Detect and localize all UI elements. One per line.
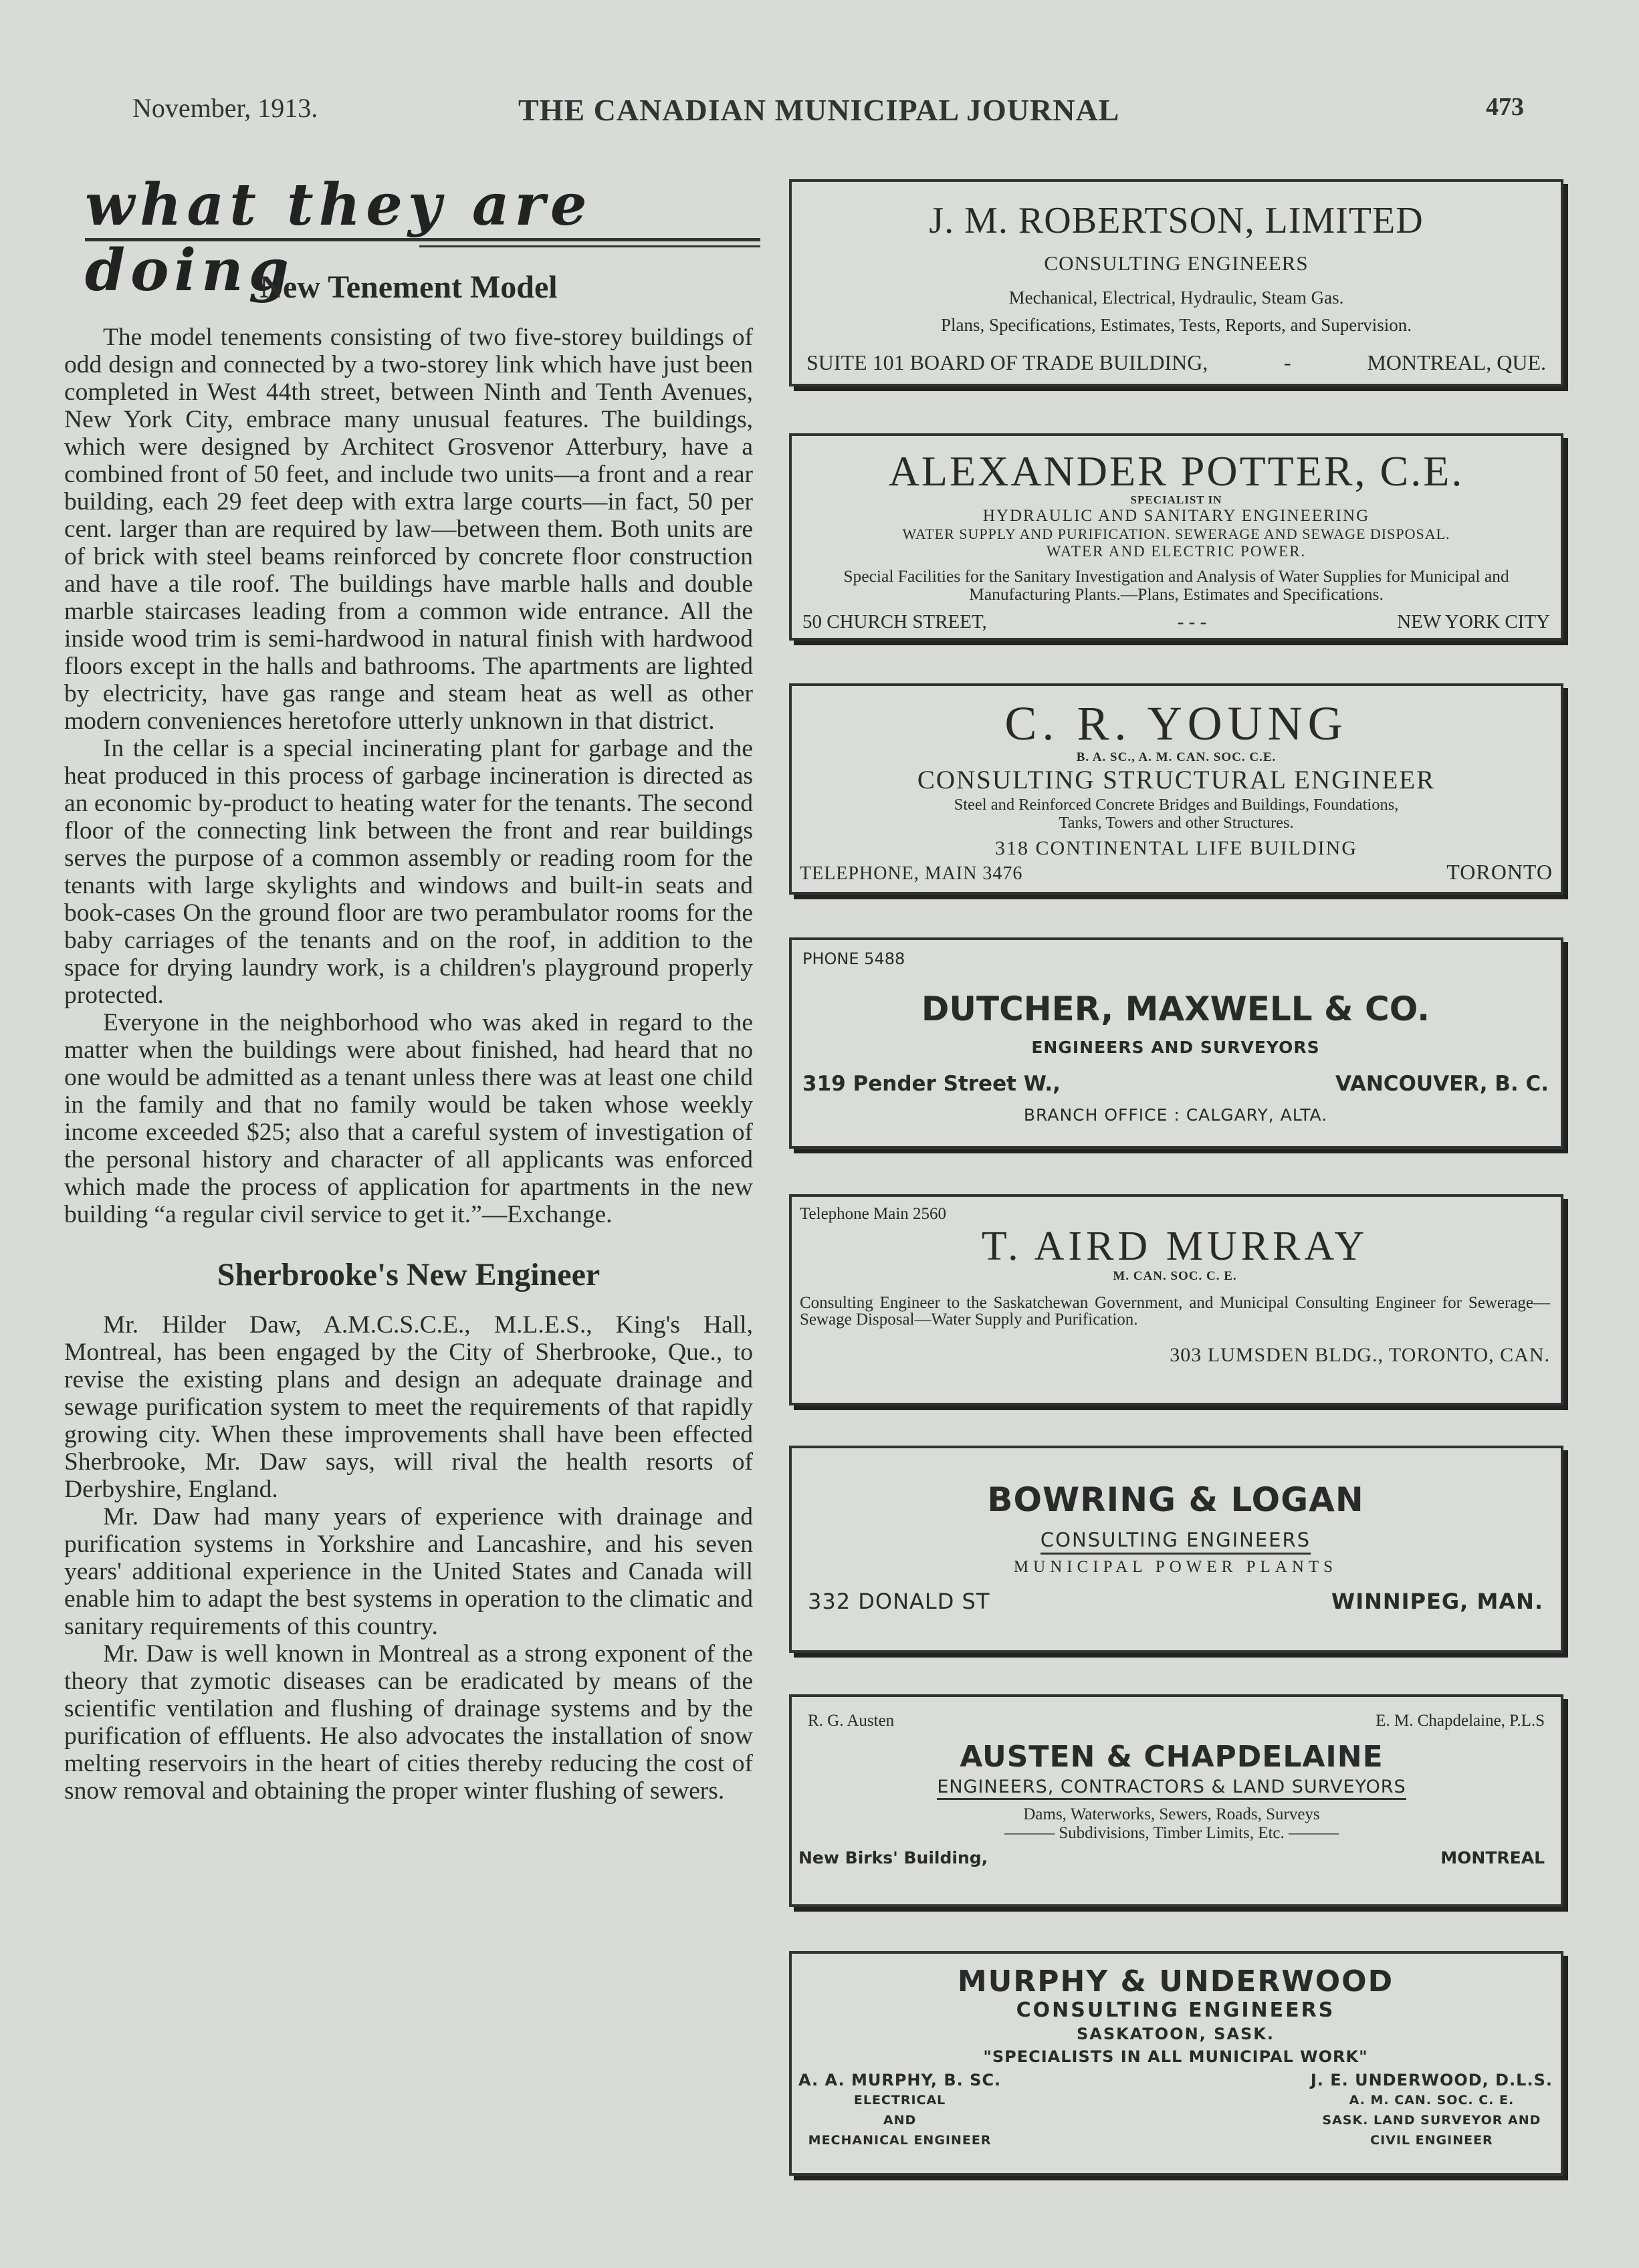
ad-partner-line: MECHANICAL ENGINEER <box>808 2133 992 2148</box>
ad-line: Dams, Waterworks, Sewers, Roads, Surveys <box>1023 1805 1320 1823</box>
ad-austen <box>789 1694 1563 1907</box>
ad-subtitle-text: ENGINEERS, CONTRACTORS & LAND SURVEYORS <box>937 1777 1406 1800</box>
ad-specialist: SPECIALIST IN <box>1130 493 1222 506</box>
ad-subtitle: CONSULTING ENGINEERS <box>1016 1999 1335 2022</box>
ad-name: AUSTEN & CHAPDELAINE <box>960 1740 1384 1774</box>
ad-murphy <box>789 1951 1563 2176</box>
article-title: Sherbrooke's New Engineer <box>217 1257 600 1292</box>
article-paragraph: The model tenements consisting of two five-storey buildings of odd design and connected by a two-storey link which have just been completed in West 44th street, between Ninth and Tenth Avenues, New York City, embrace many unusual features. The buildings, which were designed by Architect Grosvenor Atterbury, have a combined front of 50 feet, and include two units—a front and a rear building, each 29 feet deep with extra large courts—in fact, 50 per cent. larger than are required by law—between them. Both units are of brick with steel beams reinforced by concrete floor construction and have a tile roof. The buildings have marble halls and double marble staircases leading from a common wide entrance. All the inside wood trim is semi-hardwood in natural finish with hardwood floors except in the halls and bathrooms. The apartments are lighted by electricity, have gas range and steam heat as well as other modern conveniences heretofore utterly unknown in that district. <box>64 324 753 735</box>
journal-title: THE CANADIAN MUNICIPAL JOURNAL <box>518 93 1120 127</box>
ad-robertson <box>789 179 1563 386</box>
ad-partners-row <box>798 2070 1553 2150</box>
ad-potter <box>789 433 1563 641</box>
ad-phone: Telephone Main 2560 <box>800 1205 947 1223</box>
ad-degrees: M. CAN. SOC. C. E. <box>1113 1269 1237 1283</box>
ad-line: Consulting Engineer to the Saskatchewan Government, and Municipal Consulting Engineer for Sewerage—Sewage Disposal—Water Supply and Purification. <box>800 1294 1550 1329</box>
ad-address-row <box>808 1589 1543 1614</box>
ad-name: T. AIRD MURRAY <box>981 1224 1369 1269</box>
ad-subtitle: ENGINEERS AND SURVEYORS <box>1031 1038 1320 1057</box>
article-paragraph: Mr. Daw is well known in Montreal as a strong exponent of the theory that zymotic diseases can be eradicated by means of the scientific ventilation and flushing of drainage systems and by the purification of effluents. He also advocates the installation of snow melting reservoirs in the heart of cities thereby reducing the cost of snow removal and obtaining the proper winter flushing of sewers. <box>64 1640 753 1805</box>
ad-city: NEW YORK CITY <box>1397 611 1550 633</box>
ad-city: MONTREAL, QUE. <box>1367 350 1546 374</box>
ad-partner-line: SASK. LAND SURVEYOR AND <box>1322 2113 1541 2128</box>
ad-name: J. M. ROBERTSON, LIMITED <box>929 200 1424 241</box>
ad-city: MONTREAL <box>1440 1848 1545 1867</box>
page-number: 473 <box>1486 93 1524 121</box>
ad-address: 50 CHURCH STREET, <box>802 611 987 633</box>
ad-name: ALEXANDER POTTER, C.E. <box>888 447 1464 495</box>
ad-address-row <box>806 350 1546 375</box>
ad-murray <box>789 1194 1563 1405</box>
ad-address: New Birks' Building, <box>798 1848 988 1867</box>
ad-line: HYDRAULIC AND SANITARY ENGINEERING <box>982 507 1370 525</box>
ad-subtitle <box>798 1777 1545 1797</box>
ad-left-name: R. G. Austen <box>808 1712 895 1730</box>
ad-partner-line: A. M. CAN. SOC. C. E. <box>1349 2093 1515 2108</box>
ad-line: Mechanical, Electrical, Hydraulic, Steam Gas. <box>1008 288 1344 308</box>
ad-line: Steel and Reinforced Concrete Bridges and Buildings, Foundations, <box>954 796 1399 814</box>
ad-line: MUNICIPAL POWER PLANTS <box>1013 1558 1338 1576</box>
ad-address-row <box>802 611 1550 633</box>
ad-branch: BRANCH OFFICE : CALGARY, ALTA. <box>1023 1105 1328 1125</box>
ad-city: TORONTO <box>1446 860 1553 884</box>
ad-address: SUITE 101 BOARD OF TRADE BUILDING, <box>806 350 1208 374</box>
article-title: New Tenement Model <box>259 269 558 305</box>
ad-title: CONSULTING STRUCTURAL ENGINEER <box>917 766 1436 794</box>
article-paragraph: Everyone in the neighborhood who was aked in regard to the matter when the buildings were about finished, had heard that no one would be admitted as a tenant unless there was at least one child in the family and that no family would be taken whose weekly income exceeded $25; also that a careful system of investigation of the personal history and character of all applicants was enforced which made the process of application for apartments in the new building “a regular civil service to get it.”—Exchange. <box>64 1009 753 1228</box>
article-paragraph: In the cellar is a special incinerating plant for garbage and the heat produced in this process of garbage incineration is directed as an economic by-product to heating water for the tenants. The second floor of the connecting link between the front and rear buildings serves the purpose of a common assembly or reading room for the tenants with large skylights and windows and built-in seats and book-cases On the ground floor are two perambulator rooms for the baby carriages of the tenants and on the roof, in addition to the space for drying laundry work, is a children's playground properly protected. <box>64 735 753 1009</box>
header-date: November, 1913. <box>132 93 318 123</box>
ad-address: 303 LUMSDEN BLDG., TORONTO, CAN. <box>1170 1344 1550 1366</box>
ad-subtitle <box>808 1528 1543 1551</box>
section-banner: what they are doing <box>85 173 760 241</box>
ad-name: BOWRING & LOGAN <box>987 1480 1364 1519</box>
ad-phone: TELEPHONE, MAIN 3476 <box>800 863 1023 884</box>
ad-line: Tanks, Towers and other Structures. <box>1059 814 1294 832</box>
article-tenement <box>64 267 753 1228</box>
ad-name: C. R. YOUNG <box>1004 697 1348 750</box>
ad-address: 319 Pender Street W., <box>802 1072 1061 1096</box>
ad-partner-line: ELECTRICAL <box>853 2093 946 2108</box>
ad-bowring <box>789 1446 1563 1653</box>
ad-name: DUTCHER, MAXWELL & CO. <box>921 990 1430 1028</box>
ad-dash: - <box>1284 350 1291 374</box>
article-column <box>64 267 753 1805</box>
ad-city: SASKATOON, SASK. <box>1076 2025 1275 2043</box>
ad-address: 318 CONTINENTAL LIFE BUILDING <box>995 837 1357 859</box>
ad-subtitle: CONSULTING ENGINEERS <box>1044 251 1309 275</box>
ad-subtitle-text: CONSULTING ENGINEERS <box>1041 1528 1311 1555</box>
ad-address-row <box>798 1848 1545 1867</box>
article-paragraph: Mr. Daw had many years of experience with drainage and purification systems in Yorkshire and Lancashire, and his seven years' additional experience in the United States and Canada will enable him to adapt the best systems in operation to the climatic and sanitary requirements of this country. <box>64 1503 753 1640</box>
ad-address-row <box>802 1072 1549 1096</box>
ad-line: ——— Subdivisions, Timber Limits, Etc. ——— <box>1004 1824 1339 1842</box>
ad-city: VANCOUVER, B. C. <box>1335 1072 1549 1096</box>
ad-dutcher <box>789 937 1563 1149</box>
ad-phone: PHONE 5488 <box>802 949 905 968</box>
ad-address: 332 DONALD ST <box>808 1589 990 1614</box>
ad-name: MURPHY & UNDERWOOD <box>957 1964 1394 1999</box>
ad-partner-line: CIVIL ENGINEER <box>1370 2133 1493 2148</box>
ad-partner-left <box>798 2070 1001 2150</box>
ad-degrees: B. A. SC., A. M. CAN. SOC. C.E. <box>1076 750 1277 764</box>
ad-line: Plans, Specifications, Estimates, Tests, Reports, and Supervision. <box>940 315 1412 335</box>
ad-partner-line: AND <box>883 2113 917 2128</box>
ad-address-row <box>800 860 1553 885</box>
ad-line: Special Facilities for the Sanitary Investigation and Analysis of Water Supplies for Municipal and Manufacturing Plants.—Plans, Estimates and Specifications. <box>843 566 1509 604</box>
ad-motto: "SPECIALISTS IN ALL MUNICIPAL WORK" <box>983 2047 1368 2066</box>
article-paragraph: Mr. Hilder Daw, A.M.C.S.C.E., M.L.E.S., King's Hall, Montreal, has been engaged by the City of Sherbrooke, Que., to revise the existing plans and design an adequate drainage and sewage purification system to meet the requirements of that rapidly growing city. When these improvements shall have been effected Sherbrooke, Mr. Daw says, will rival the health resorts of Derbyshire, England. <box>64 1311 753 1503</box>
ad-partner-name: J. E. UNDERWOOD, D.L.S. <box>1310 2071 1553 2089</box>
article-sherbrooke <box>64 1255 753 1805</box>
ad-young <box>789 683 1563 895</box>
ad-partner-right <box>1311 2070 1553 2150</box>
ad-partner-name: A. A. MURPHY, B. SC. <box>798 2071 1002 2089</box>
ad-line: WATER SUPPLY AND PURIFICATION. SEWERAGE AND SEWAGE DISPOSAL. <box>902 526 1450 542</box>
ad-right-name: E. M. Chapdelaine, P.L.S <box>1376 1712 1545 1730</box>
ad-line: WATER AND ELECTRIC POWER. <box>1046 543 1307 560</box>
ad-dash: - - - <box>1177 611 1207 633</box>
ad-names-row <box>798 1712 1545 1730</box>
ad-city: WINNIPEG, MAN. <box>1331 1589 1543 1614</box>
